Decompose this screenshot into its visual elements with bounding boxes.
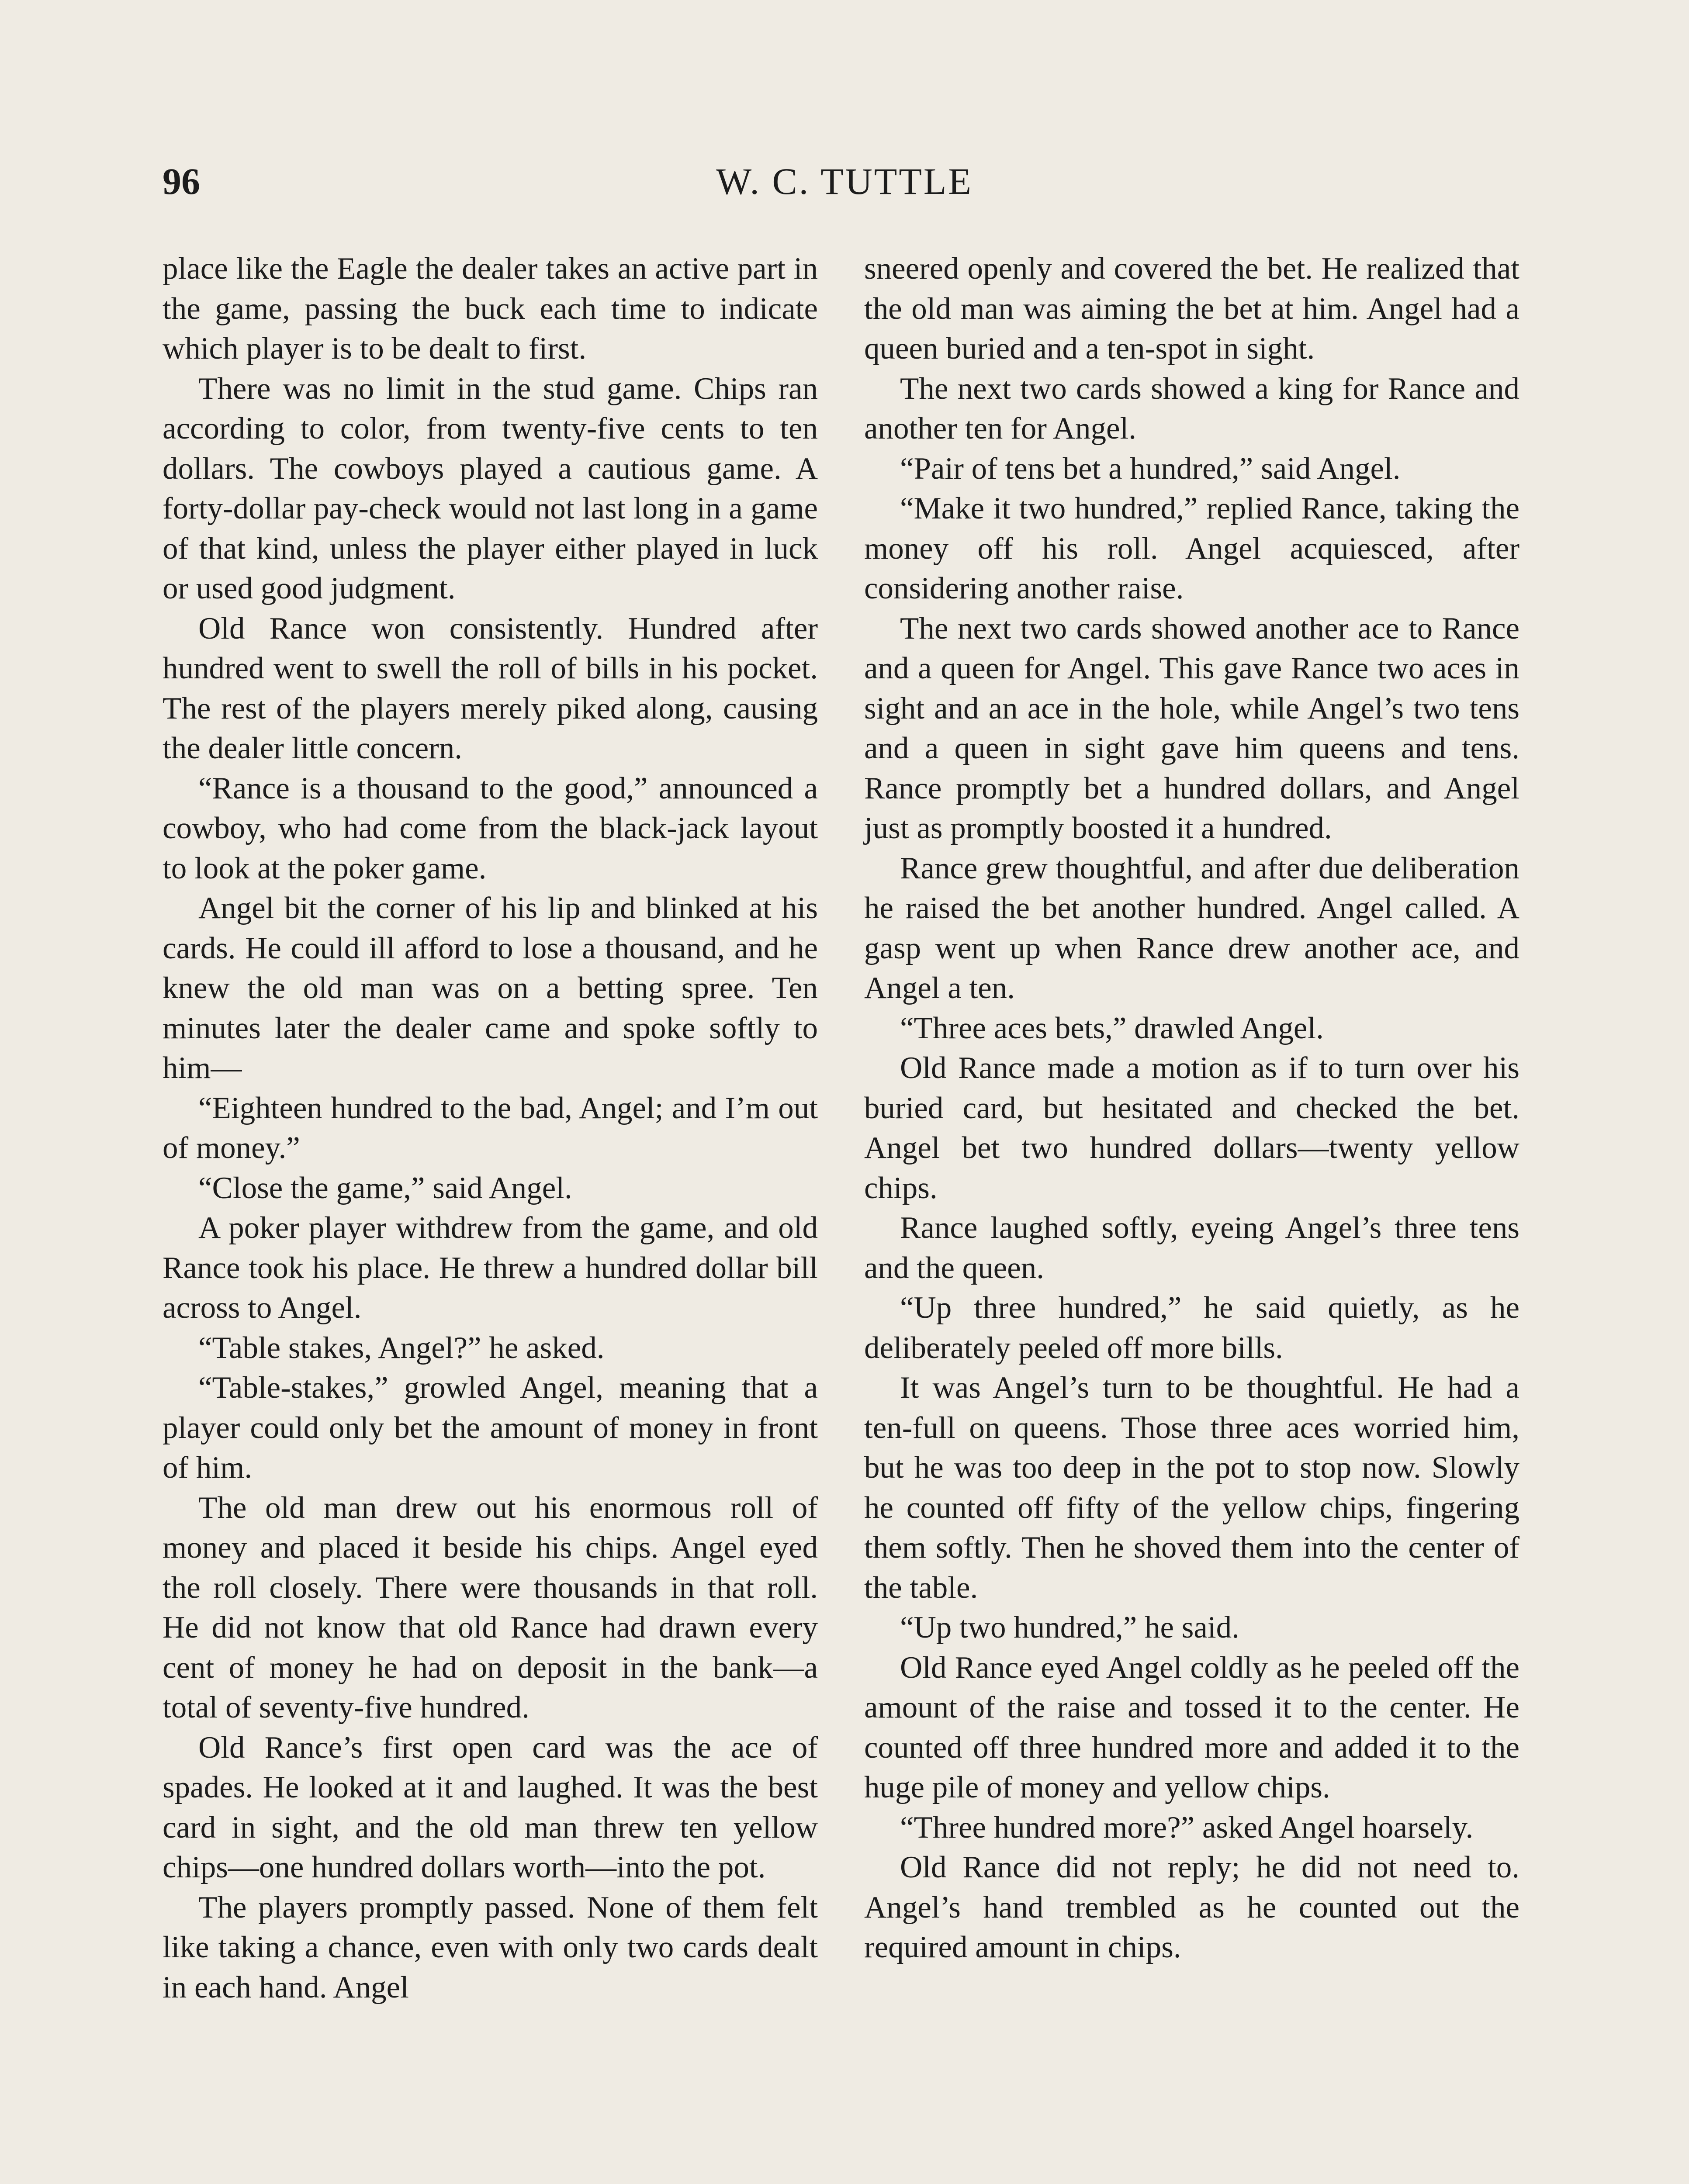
paragraph: Old Rance made a motion as if to turn over his buried card, but hesitated and checked the bet. Angel bet two hundred dollars—twenty yellow chips.	[864, 1051, 1519, 1205]
paragraph: sneered openly and covered the bet. He realized that the old man was aiming the bet at him. Angel had a queen buried and a ten-spot in sight.	[864, 252, 1519, 366]
paragraph: “Eighteen hundred to the bad, Angel; and I’m out of money.”	[163, 1091, 818, 1165]
paragraph: “Make it two hundred,” replied Rance, taking the money off his roll. Angel acquiesced, after considering another raise.	[864, 491, 1519, 605]
paragraph: place like the Eagle the dealer takes an active part in the game, passing the buck each time to indicate which player is to be dealt to first.	[163, 252, 818, 366]
paragraph: It was Angel’s turn to be thoughtful. He had a ten-full on queens. Those three aces worried him, but he was too deep in the pot to stop now. Slowly he counted off fifty of the yellow chips, fingering them softly. Then he shoved them into the center of the table.	[864, 1371, 1519, 1605]
paragraph: “Pair of tens bet a hundred,” said Angel.	[900, 451, 1401, 486]
paragraph: There was no limit in the stud game. Chips ran according to color, from twenty-five cents to ten dollars. The cowboys played a cautious game. A forty-dollar pay-check would not last long in a game of that kind, unless the player either played in luck or used good judgment.	[163, 371, 818, 605]
paragraph: “Close the game,” said Angel.	[198, 1171, 572, 1205]
running-head: W. C. TUTTLE	[716, 160, 973, 202]
paragraph: Old Rance did not reply; he did not need to. Angel’s hand trembled as he counted out the required amount in chips.	[864, 1850, 1519, 1964]
paragraph: The players promptly passed. None of them felt like taking a chance, even with only two cards dealt in each hand. Angel	[163, 1890, 818, 2004]
paragraph: “Up two hundred,” he said.	[900, 1610, 1239, 1645]
paragraph: Old Rance won consistently. Hundred after hundred went to swell the roll of bills in his pocket. The rest of the players merely piked along, causing the dealer little concern.	[163, 611, 818, 765]
page-number: 96	[163, 160, 200, 202]
paragraph: “Table-stakes,” growled Angel, meaning that a player could only bet the amount of money in front of him.	[163, 1371, 818, 1485]
paragraph: Old Rance eyed Angel coldly as he peeled off the amount of the raise and tossed it to the center. He counted off three hundred more and added it to the huge pile of money and yellow chips.	[864, 1650, 1519, 1804]
paragraph: “Three aces bets,” drawled Angel.	[900, 1011, 1324, 1045]
paragraph: “Three hundred more?” asked Angel hoarsely.	[900, 1810, 1474, 1845]
right-column	[864, 249, 1519, 1968]
paragraph: A poker player withdrew from the game, and old Rance took his place. He threw a hundred dollar bill across to Angel.	[163, 1211, 818, 1325]
paragraph: “Table stakes, Angel?” he asked.	[198, 1330, 605, 1365]
paragraph: The next two cards showed a king for Rance and another ten for Angel.	[864, 371, 1519, 446]
paragraph: Angel bit the corner of his lip and blinked at his cards. He could ill afford to lose a thousand, and he knew the old man was on a betting spree. Ten minutes later the dealer came and spoke softly to him—	[163, 891, 818, 1085]
paragraph: “Up three hundred,” he said quietly, as he deliberately peeled off more bills.	[864, 1291, 1519, 1365]
paragraph: Old Rance’s first open card was the ace of spades. He looked at it and laughed. It was the best card in sight, and the old man threw ten yellow chips—one hundred dollars worth—into the pot.	[163, 1730, 818, 1884]
left-column	[163, 249, 818, 2008]
paragraph: Rance grew thoughtful, and after due deliberation he raised the bet another hundred. Angel called. A gasp went up when Rance drew another ace, and Angel a ten.	[864, 851, 1519, 1005]
paragraph: The next two cards showed another ace to Rance and a queen for Angel. This gave Rance two aces in sight and an ace in the hole, while Angel’s two tens and a queen in sight gave him queens and tens. Rance promptly bet a hundred dollars, and Angel just as promptly boosted it a hundred.	[864, 611, 1519, 845]
paragraph: The old man drew out his enormous roll of money and placed it beside his chips. Angel eyed the roll closely. There were thousands in that roll. He did not know that old Rance had drawn every cent of money he had on deposit in the bank—a total of seventy-five hundred.	[163, 1490, 818, 1724]
paragraph: Rance laughed softly, eyeing Angel’s three tens and the queen.	[864, 1211, 1519, 1285]
paragraph: “Rance is a thousand to the good,” announced a cowboy, who had come from the black-jack layout to look at the poker game.	[163, 771, 818, 885]
